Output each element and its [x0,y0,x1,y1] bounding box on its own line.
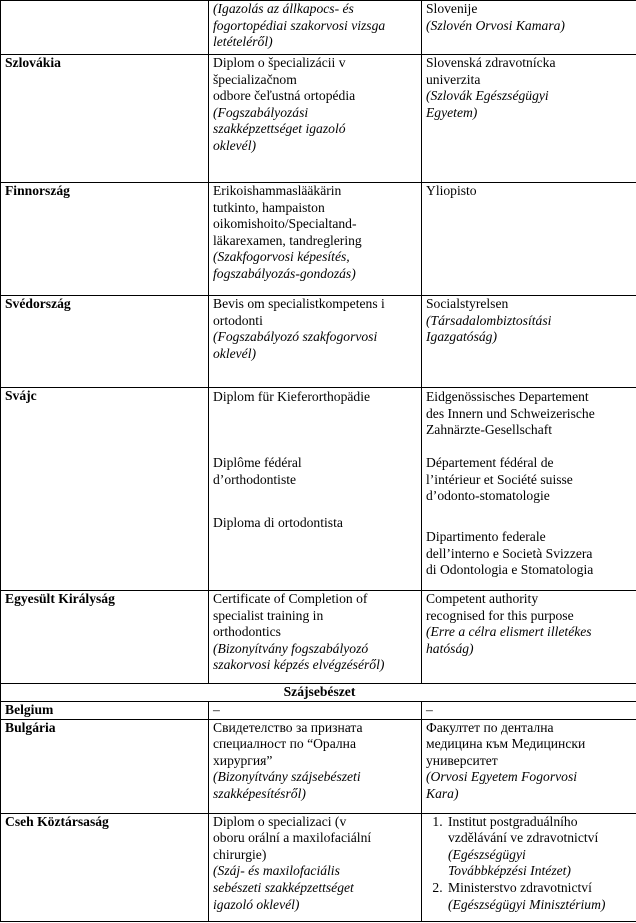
text-line: Diplom o špecializácii v [213,55,346,70]
diploma-cell: – [209,702,422,720]
country-cell [1,719,209,813]
diploma-cell [209,55,422,183]
section-title: Szájsebészet [1,684,636,702]
country-name: Bulgária [5,719,56,735]
table-row [1,55,636,183]
text-line: Dipartimento federale [426,529,546,544]
authority-list [426,814,634,914]
text-line: d’odonto-stomatologie [426,488,550,504]
text-line: orthodontics [213,624,281,640]
text-line: oikomishoito/Specialtand- [213,216,357,232]
country-name: Svájc [5,388,37,403]
translation-line: (Egészségügyi Minisztérium) [448,896,606,912]
list-item [446,880,634,913]
diploma-fr [213,455,419,515]
table-row [1,702,636,720]
text-line: oboru orální a maxilofaciální [213,830,372,846]
country-name: Egyesült Királyság [5,591,115,606]
authority-it [426,529,634,579]
country-cell [1,183,209,296]
text-line: университет [426,752,498,768]
country-cell [1,296,209,388]
country-name: Svédország [5,296,71,311]
diploma-cell [209,813,422,921]
authority-cell [422,591,636,684]
translation-line: (Bizonyítvány fogszabályozó [213,640,369,656]
text-line: хирургия” [213,752,273,768]
translation-line: (Szlovén Orvosi Kamara) [426,17,565,33]
text-line: specialist training in [213,607,324,623]
text-line: Diplom für Kieferorthopädie [213,389,371,404]
table-row [1,183,636,296]
text-line: Slovenská zdravotnícka [426,55,556,70]
text-line: odbore čeľustná ortopédia [213,88,356,104]
authority-cell [422,813,636,921]
table-row [1,1,636,55]
translation-line: szakképzettséget igazoló [213,121,346,137]
text-line: dell’interno e Società Svizzera [426,545,593,561]
translation-line: (Igazolás az állkapocs- és [213,1,354,16]
country-name: Szlovákia [5,55,61,70]
text-line: ortodonti [213,312,263,328]
diploma-cell [209,719,422,813]
translation-line: fogszabályozás-gondozás) [213,265,356,281]
country-name: Finnország [5,183,70,198]
text-line: 1. Institut postgraduálního [448,813,578,829]
text-line: Competent authority [426,591,539,606]
text-line: Факултет по дентална [426,719,554,735]
diploma-it [213,515,419,532]
translation-line: Kara) [426,785,459,801]
text-line: di Odontologia e Stomatologia [426,562,594,578]
section-row [1,684,636,702]
diploma-cell [209,296,422,388]
authority-cell [422,55,636,183]
text-line: Eidgenössisches Departement [426,389,589,404]
text-line: läkarexamen, tandreglering [213,232,362,248]
table-row [1,591,636,684]
country-name: Belgium [5,702,54,717]
country-cell [1,591,209,684]
text-line: Zahnärzte-Gesellschaft [426,422,553,438]
translation-line: szakképesítésről) [213,785,306,801]
authority-cell [422,388,636,591]
text-line: univerzita [426,71,481,87]
text-line: vzdělávání ve zdravotnictví [448,830,599,846]
translation-line: igazoló oklevél) [213,896,300,912]
diploma-de [213,389,419,455]
translation-line: Igazgatóság) [426,329,497,345]
country-cell [1,1,209,55]
text-line: špecializačnom [213,71,297,87]
text-line: Département fédéral de [426,455,554,470]
country-name: Cseh Köztársaság [5,813,109,829]
translation-line: Továbbképzési Intézet) [448,863,571,879]
translation-line: (Szlovák Egészségügyi [426,88,549,104]
text-line: l’intérieur et Société suisse [426,471,573,487]
table-row [1,719,636,813]
table-row [1,296,636,388]
authority-cell [422,719,636,813]
translation-line: (Száj- és maxilofaciális [213,863,340,879]
translation-line: oklevél) [213,137,257,153]
text-line: d’orthodontiste [213,471,297,487]
translation-line: (Szakfogorvosi képesítés, [213,249,350,265]
text-line: Bevis om specialistkompetens i [213,296,385,311]
table-row [1,813,636,921]
translation-line: hatóság) [426,640,474,656]
translation-line: szakorvosi képzés elvégzéséről) [213,657,385,673]
diploma-cell [209,1,422,55]
translation-line: oklevél) [213,345,257,361]
diploma-cell [209,183,422,296]
text-line: 2. Ministerstvo zdravotnictví [448,879,592,895]
translation-line: (Bizonyítvány szájsebészeti [213,769,361,785]
table-row [1,388,636,591]
text-line: специалност по “Орална [213,736,356,752]
authority-cell [422,1,636,55]
translation-line: (Orvosi Egyetem Fogorvosi [426,769,578,785]
diploma-cell [209,388,422,591]
translation-line: Egyetem) [426,104,478,120]
text-line: chirurgie) [213,846,267,862]
translation-line: letételéről) [213,34,273,50]
text-line: Erikoishammaslääkärin [213,183,342,198]
text-line: Certificate of Completion of [213,591,368,606]
country-cell [1,388,209,591]
text-line: Slovenije [426,1,478,16]
translation-line: sebészeti szakképzettséget [213,879,354,895]
list-item [446,814,634,880]
translation-line: (Egészségügyi [448,846,526,862]
text-line: медицина към Медицински [426,736,586,752]
translation-line: (Fogszabályozási [213,104,309,120]
diploma-cell [209,591,422,684]
authority-de [426,389,634,455]
text-line: des Innern und Schweizerische [426,405,595,421]
text-line: recognised for this purpose [426,607,574,623]
authority-cell [422,296,636,388]
text-line: Diplôme fédéral [213,455,302,470]
country-cell [1,55,209,183]
translation-line: (Társadalombiztosítási [426,312,552,328]
text-line: Diplom o specializaci (v [213,813,347,829]
text-line: Socialstyrelsen [426,296,509,311]
country-cell [1,813,209,921]
text-line: Diploma di ortodontista [213,515,343,530]
text-line: Свидетелство за призната [213,719,363,735]
authority-fr [426,455,634,529]
translation-line: fogortopédiai szakorvosi vizsga [213,17,386,33]
country-cell [1,702,209,720]
authority-cell [422,183,636,296]
text-line: tutkinto, hampaiston [213,199,325,215]
translation-line: (Erre a célra elismert illetékes [426,624,592,640]
text-line: Yliopisto [426,183,477,198]
authority-cell: – [422,702,636,720]
translation-line: (Fogszabályozó szakfogorvosi [213,329,378,345]
